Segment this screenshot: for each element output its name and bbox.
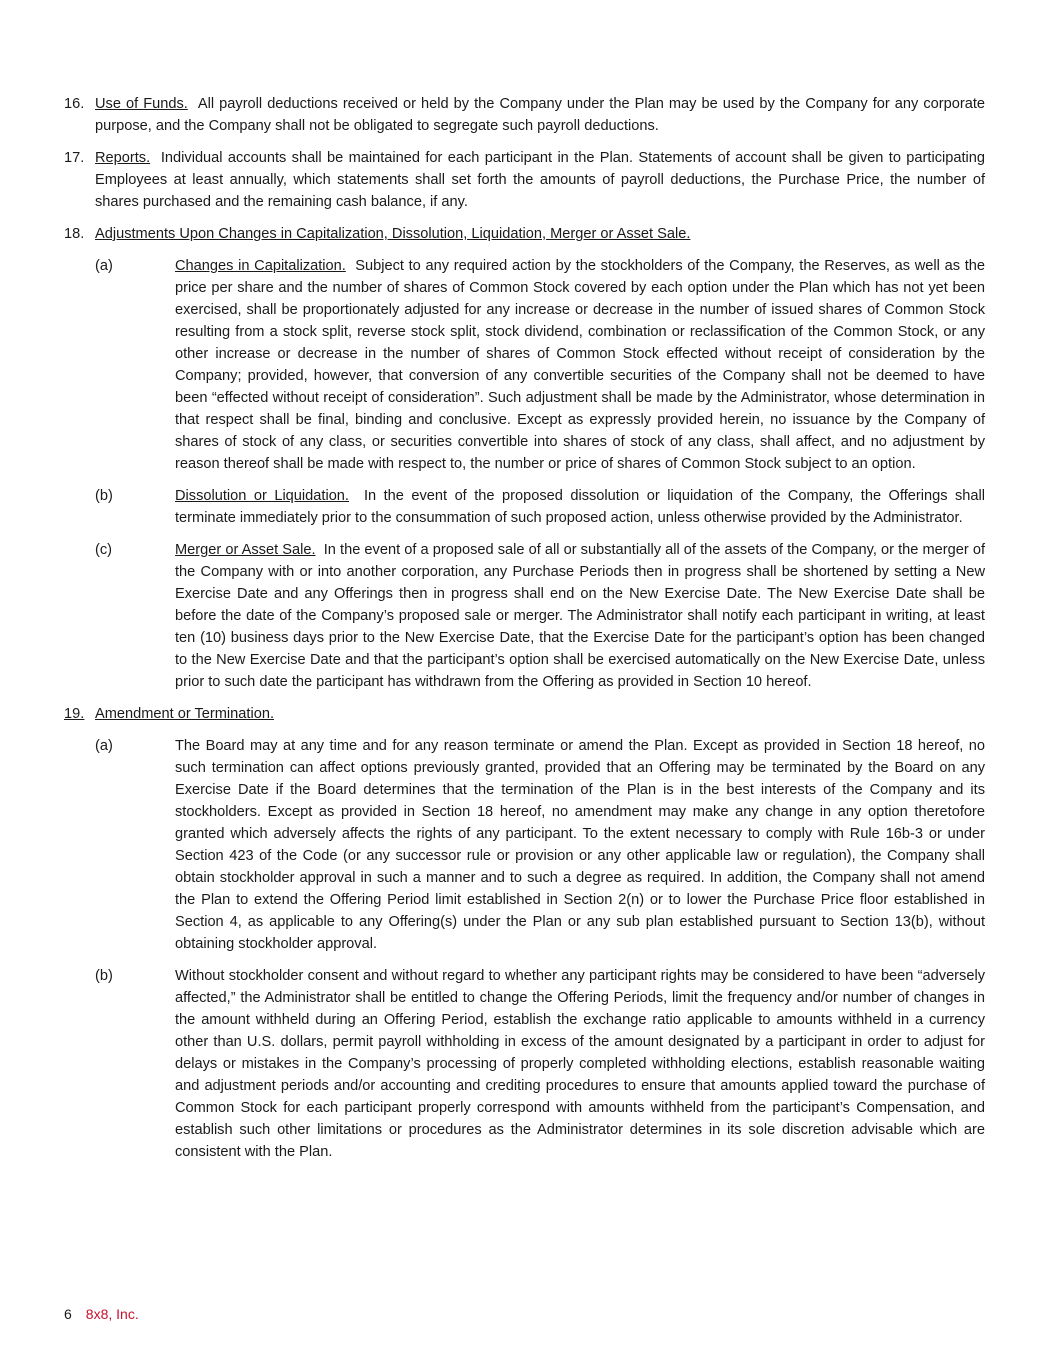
subsection-18c: [95, 539, 985, 693]
subsection-label: (a): [95, 738, 113, 754]
section-17: [64, 147, 985, 213]
section-text: All payroll deductions received or held by the Company under the Plan may be used by the Company for any corporate purpose, and the Company shall not be obligated to segregate such payroll deductions.: [95, 96, 985, 134]
subsection-label: (c): [95, 542, 113, 558]
section-16: [64, 93, 985, 137]
section-heading: Amendment or Termination.: [95, 706, 274, 722]
page-number: 6: [64, 1306, 72, 1322]
section-number: 16.: [64, 96, 85, 112]
subsection-text: Without stockholder consent and without regard to whether any participant rights may be considered to have been “adversely affected,” the Administrator shall be entitled to change the Offering Periods, limit the frequency and/or number of changes in the amount withheld during an Offering Period, establish the exchange ratio applicable to amounts withheld in a currency other than U.S. dollars, permit payroll withholding in excess of the amount designated by a participant in order to adjust for delays or mistakes in the Company’s processing of properly completed withholding elections, establish reasonable waiting and adjustment periods and/or accounting and crediting procedures to ensure that amounts applied toward the purchase of Common Stock for each participant properly correspond with amounts withheld from the participant’s Compensation, and establish such other limitations or procedures as the Administrator determines in its sole discretion advisable which are consistent with the Plan.: [175, 968, 985, 1160]
subsection-text: In the event of a proposed sale of all or substantially all of the assets of the Company, or the merger of the Company with or into another corporation, any Purchase Periods then in progress shall be shortened by setting a New Exercise Date and any Offerings then in progress shall end on the New Exercise Date. The New Exercise Date shall be before the date of the Company’s proposed sale or merger. The Administrator shall notify each participant in writing, at least ten (10) business days prior to the New Exercise Date, that the Exercise Date for the participant’s option has been changed to the New Exercise Date and that the participant’s option shall be exercised automatically on the New Exercise Date, unless prior to such date the participant has withdrawn from the Offering as provided in Section 10 hereof.: [175, 542, 986, 690]
section-number: 18.: [64, 226, 85, 242]
section-heading: Use of Funds.: [95, 96, 188, 112]
company-name: 8x8, Inc.: [85, 1306, 139, 1322]
subsection-heading: Changes in Capitalization.: [175, 258, 346, 274]
document-page: [64, 93, 985, 1173]
section-number: 17.: [64, 150, 85, 166]
subsection-heading: Dissolution or Liquidation.: [175, 488, 349, 504]
subsection-text: The Board may at any time and for any reason terminate or amend the Plan. Except as provided in Section 18 hereof, no such termination can affect options previously granted, provided that an Offering may be terminated by the Board on any Exercise Date if the Board determines that the termination of the Plan is in the best interests of the Company and its stockholders. Except as provided in Section 18 hereof, no amendment may make any change in any option theretofore granted which adversely affects the rights of any participant. To the extent necessary to comply with Rule 16b-3 or under Section 423 of the Code (or any successor rule or provision or any other applicable law or regulation), the Company shall obtain stockholder approval in such a manner and to such a degree as required. In addition, the Company shall not amend the Plan to extend the Offering Period limit established in Section 2(n) or to lower the Purchase Price floor established in Section 4, as applicable to any Offering(s) under the Plan or any sub plan established pursuant to Section 13(b), without obtaining stockholder approval.: [175, 738, 985, 952]
subsection-18b: [95, 485, 985, 529]
subsection-18a: [95, 255, 985, 475]
section-number-text: 19.: [64, 706, 85, 722]
section-number: [64, 703, 95, 725]
subsection-label: (b): [95, 968, 113, 984]
page-footer: [64, 1305, 139, 1323]
subsection-text: In the event of the proposed dissolution or liquidation of the Company, the Offerings shall terminate immediately prior to the consummation of such proposed action, unless otherwise provided by the Administrator.: [175, 488, 985, 526]
subsection-label: (b): [95, 488, 113, 504]
subsection-label: (a): [95, 258, 113, 274]
subsection-19a: [95, 735, 985, 955]
subsection-heading: Merger or Asset Sale.: [175, 542, 316, 558]
section-heading: Adjustments Upon Changes in Capitalization, Dissolution, Liquidation, Merger or Asset Sale.: [95, 226, 691, 242]
section-18: [64, 223, 985, 245]
subsection-19b: [95, 965, 985, 1163]
subsection-text: Subject to any required action by the stockholders of the Company, the Reserves, as well as the price per share and the number of shares of Common Stock covered by each option under the Plan which has not yet been exercised, shall be proportionately adjusted for any increase or decrease in the number of issued shares of Common Stock resulting from a stock split, reverse stock split, stock dividend, combination or reclassification of the Common Stock, or any other increase or decrease in the number of shares of Common Stock effected without receipt of consideration by the Company; provided, however, that conversion of any convertible securities of the Company shall not be deemed to have been “effected without receipt of consideration”. Such adjustment shall be made by the Administrator, whose determination in that respect shall be final, binding and conclusive. Except as expressly provided herein, no issuance by the Company of shares of stock of any class, or securities convertible into shares of stock of any class, shall affect, and no adjustment by reason thereof shall be made with respect to, the number or price of shares of Common Stock subject to an option.: [175, 258, 985, 472]
section-text: Individual accounts shall be maintained for each participant in the Plan. Statements of account shall be given to participating Employees at least annually, which statements shall set forth the amounts of payroll deductions, the Purchase Price, the number of shares purchased and the remaining cash balance, if any.: [95, 150, 985, 210]
section-heading: Reports.: [95, 150, 151, 166]
section-19: [64, 703, 985, 725]
